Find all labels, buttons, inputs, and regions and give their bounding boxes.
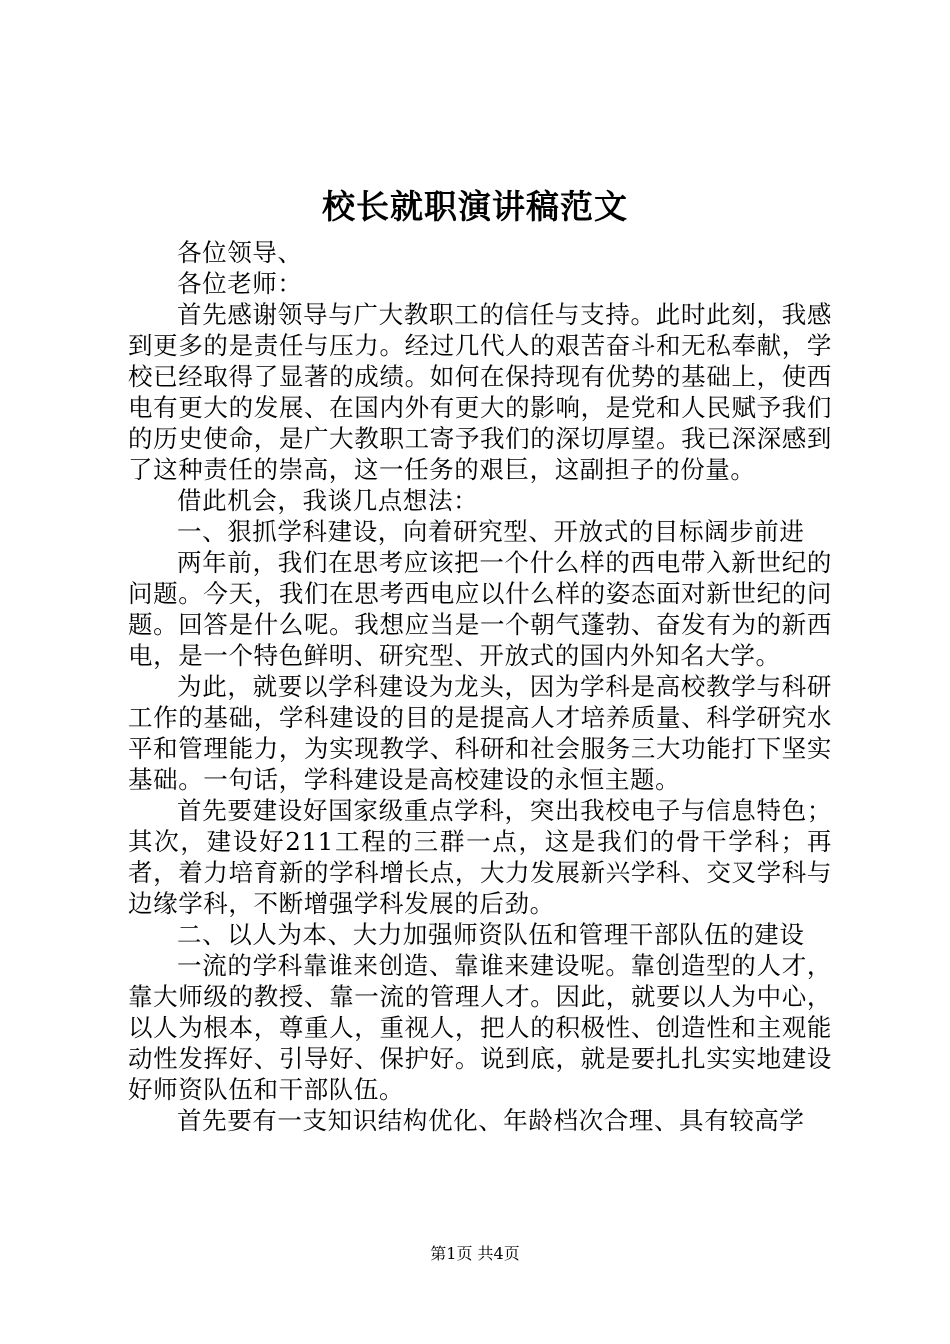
paragraph-gratitude: 首先感谢领导与广大教职工的信任与支持。此时此刻，我感到更多的是责任与压力。经过几代人的艰苦奋斗和无私奉献，学校已经取得了显著的成绩。如何在保持现有优势的基础上，使西电有更大的发展、在国内外有更大的影响，是党和人民赋予我们的历史使命，是广大教职工寄予我们的深切厚望。我已深深感到了这种责任的崇高，这一任务的艰巨，这副担子的份量。 xyxy=(128,300,832,484)
document-body xyxy=(128,237,832,1136)
paragraph-people-oriented: 一流的学科靠谁来创造、靠谁来建设呢。靠创造型的人才，靠大师级的教授、靠一流的管理人才。因此，就要以人为中心，以人为根本，尊重人，重视人，把人的积极性、创造性和主观能动性发挥好、引导好、保护好。说到底，就是要扎扎实实地建设好师资队伍和干部队伍。 xyxy=(128,951,832,1104)
paragraph-intro-thoughts: 借此机会，我谈几点想法： xyxy=(177,486,479,515)
document-title: 校长就职演讲稿范文 xyxy=(322,187,628,226)
paragraph-key-disciplines: 首先要建设好国家级重点学科，突出我校电子与信息特色；其次，建设好211工程的三群一点，这是我们的骨干学科；再者，着力培育新的学科增长点，大力发展新兴学科、交叉学科与边缘学科，不断增强学科发展的后劲。 xyxy=(128,796,832,918)
section-heading-1: 一、狠抓学科建设，向着研究型、开放式的目标阔步前进 xyxy=(177,517,805,546)
salutation-teachers: 各位老师： xyxy=(177,269,303,298)
paragraph-discipline-lead: 为此，就要以学科建设为龙头，因为学科是高校教学与科研工作的基础，学科建设的目的是提高人才培养质量、科学研究水平和管理能力，为实现教学、科研和社会服务三大功能打下坚实基础。一句话，学科建设是高校建设的永恒主题。 xyxy=(128,672,832,794)
paragraph-two-years-ago: 两年前，我们在思考应该把一个什么样的西电带入新世纪的问题。今天，我们在思考西电应以什么样的姿态面对新世纪的问题。回答是什么呢。我想应当是一个朝气蓬勃、奋发有为的新西电，是一个特色鲜明、研究型、开放式的国内外知名大学。 xyxy=(128,548,832,670)
page-number-footer: 第1页 共4页 xyxy=(430,1244,520,1263)
section-heading-2: 二、以人为本、大力加强师资队伍和管理干部队伍的建设 xyxy=(177,920,805,949)
salutation-leaders: 各位领导、 xyxy=(177,238,303,267)
paragraph-faculty-team: 首先要有一支知识结构优化、年龄档次合理、具有较高学 xyxy=(177,1106,805,1135)
